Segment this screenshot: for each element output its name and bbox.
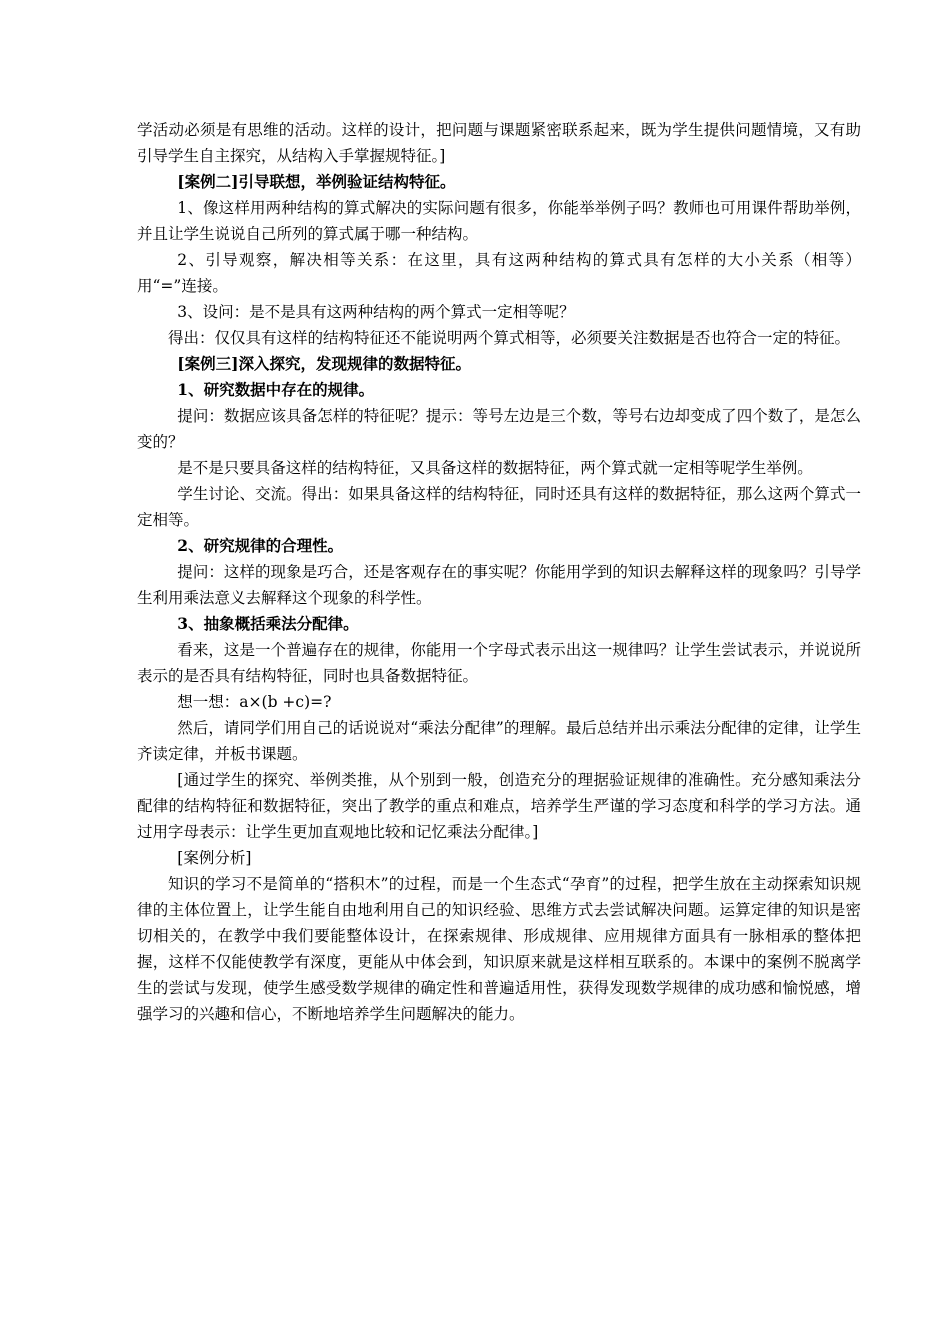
section-heading: [案例二]引导联想，举例验证结构特征。 <box>177 172 456 191</box>
analysis-heading: [案例分析] <box>177 849 252 867</box>
paragraph: 看来，这是一个普遍存在的规律，你能用一个字母式表示出这一规律吗？让学生尝试表示，并说说所表示的是否具有结构特征，同时也具备数据特征。 <box>137 641 861 685</box>
paragraph: 得出：仅仅具有这样的结构特征还不能说明两个算式相等，必须要关注数据是否也符合一定的特征。 <box>168 329 851 347</box>
section-heading: [案例三]深入探究，发现规律的数据特征。 <box>177 354 471 373</box>
paragraph: 1、像这样用两种结构的算式解决的实际问题有很多，你能举举例子吗？教师也可用课件帮助举例，并且让学生说说自己所列的算式属于哪一种结构。 <box>137 199 861 243</box>
paragraph: 2、引导观察，解决相等关系：在这里，具有这两种结构的算式具有怎样的大小关系（相等）用“=”连接。 <box>137 251 861 295</box>
paragraph: 是不是只要具备这样的结构特征，又具备这样的数据特征，两个算式就一定相等呢学生举例。 <box>177 459 813 477</box>
subsection-heading: 3、抽象概括乘法分配律。 <box>177 614 359 633</box>
paragraph: 提问：这样的现象是巧合，还是客观存在的事实呢？你能用学到的知识去解释这样的现象吗？引导学生利用乘法意义去解释这个现象的科学性。 <box>137 563 861 607</box>
paragraph: 知识的学习不是简单的“搭积木”的过程，而是一个生态式“孕育”的过程，把学生放在主动探索知识规律的主体位置上，让学生能自由地利用自己的知识经验、思维方式去尝试解决问题。运算定律的知识是密切相关的，在教学中我们要能整体设计，在探索规律、形成规律、应用规律方面具有一脉相承的整体把握，这样不仅能使教学有深度，更能从中体会到，知识原来就是这样相互联系的。本课中的案例不脱离学生的尝试与发现，使学生感受数学规律的确定性和普遍适用性，获得发现数学规律的成功感和愉悦感，增强学习的兴趣和信心，不断地培养学生问题解决的能力。 <box>137 875 861 1023</box>
subsection-heading: 2、研究规律的合理性。 <box>177 536 344 555</box>
document-body <box>137 117 861 1027</box>
paragraph: 提问：数据应该具备怎样的特征呢？提示：等号左边是三个数，等号右边却变成了四个数了，是怎么变的？ <box>137 407 861 451</box>
paragraph: 3、设问：是不是具有这两种结构的两个算式一定相等呢？ <box>177 303 575 321</box>
subsection-heading: 1、研究数据中存在的规律。 <box>177 380 375 399</box>
formula-line: 想一想：a×(b +c)=? <box>177 693 332 711</box>
paragraph: 学生讨论、交流。得出：如果具备这样的结构特征，同时还具有这样的数据特征，那么这两个算式一定相等。 <box>137 485 861 529</box>
paragraph: [通过学生的探究、举例类推，从个别到一般，创造充分的理据验证规律的准确性。充分感知乘法分配律的结构特征和数据特征，突出了教学的重点和难点，培养学生严谨的学习态度和科学的学习方法。通过用字母表示：让学生更加直观地比较和记忆乘法分配律。] <box>137 771 861 841</box>
paragraph: 学活动必须是有思维的活动。这样的设计，把问题与课题紧密联系起来，既为学生提供问题情境，又有助引导学生自主探究，从结构入手掌握规特征。] <box>137 121 861 165</box>
paragraph: 然后，请同学们用自己的话说说对“乘法分配律”的理解。最后总结并出示乘法分配律的定律，让学生齐读定律，并板书课题。 <box>137 719 861 763</box>
